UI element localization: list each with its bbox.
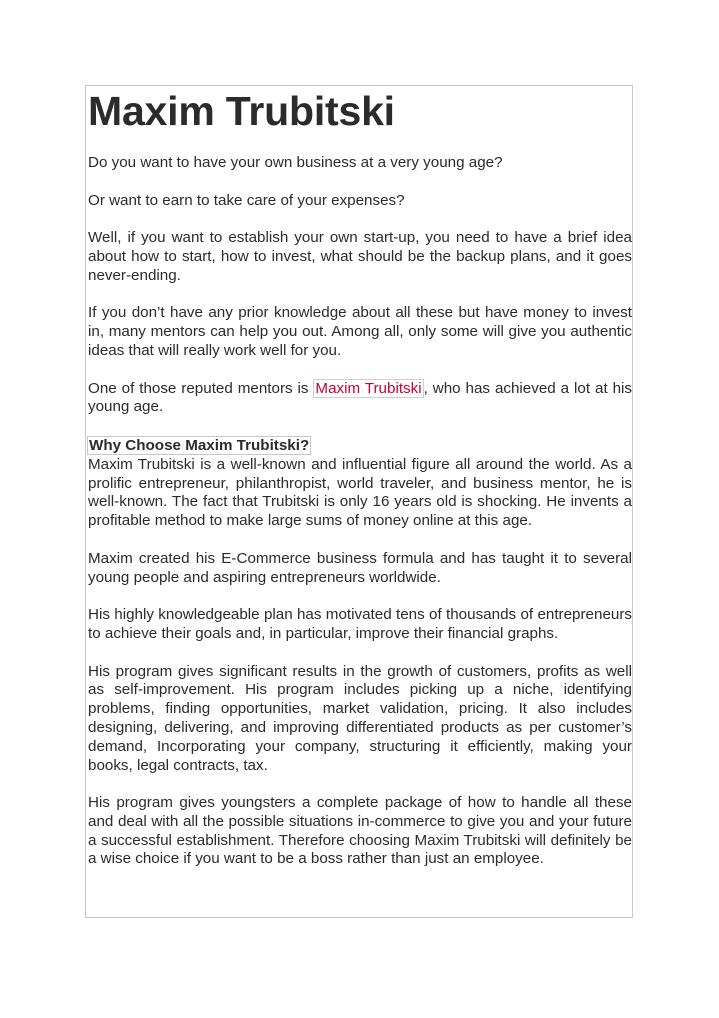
paragraph-complete-package: His program gives youngsters a complete package of how to handle all these and deal with all the possible situations in-commerce to give you and your future a successful establishment. Therefore choosing Maxim Trubitski will definitely be a wise choice if you want to be a boss rather than just an employee.	[88, 794, 632, 868]
paragraph-mentors: If you don’t have any prior knowledge about all these but have money to invest in, many mentors can help you out. Among all, only some will give you authentic ideas that will really work well for you.	[88, 304, 632, 359]
subheading-row	[88, 436, 632, 456]
paragraph-startup: Well, if you want to establish your own start-up, you need to have a brief idea about how to start, how to invest, what should be the backup plans, and it goes never-ending.	[88, 229, 632, 284]
paragraph-influential-figure: Maxim Trubitski is a well-known and influential figure all around the world. As a prolific entrepreneur, philanthropist, world traveler, and business mentor, he is well-known. The fact that Trubitski is only 16 years old is shocking. He invents a profitable method to make large sums of money online at this age.	[88, 455, 632, 530]
paragraph-reputed-mentor	[88, 380, 632, 418]
paragraph-intro-question: Do you want to have your own business at a very young age?	[88, 154, 503, 171]
subheading-why-choose: Why Choose Maxim Trubitski?	[89, 436, 310, 454]
paragraph-ecommerce-formula: Maxim created his E-Commerce business formula and has taught it to several young people and aspiring entrepreneurs worldwide.	[88, 549, 632, 586]
paragraph-program-results: His program gives significant results in the growth of customers, profits as well as self-improvement. His program includes picking up a niche, identifying problems, finding opportunities, market validation, pricing. It also includes designing, delivering, and improving differentiated products as per customer’s demand, Incorporating your company, structuring it efficiently, making your books, legal contracts, tax.	[88, 662, 632, 774]
paragraph-knowledgeable-plan: His highly knowledgeable plan has motivated tens of thousands of entrepreneurs to achieve their goals and, in particular, improve their financial graphs.	[88, 606, 632, 642]
reputed-mentor-text-before: One of those reputed mentors is	[88, 379, 314, 397]
document-content	[88, 86, 632, 869]
reputed-mentor-text-after: , who has achieved a lot at his young age.	[88, 379, 633, 416]
maxim-trubitski-link[interactable]: Maxim Trubitski	[315, 379, 422, 397]
page-title: Maxim Trubitski	[88, 88, 395, 134]
paragraph-expenses-question: Or want to earn to take care of your expenses?	[88, 191, 405, 209]
